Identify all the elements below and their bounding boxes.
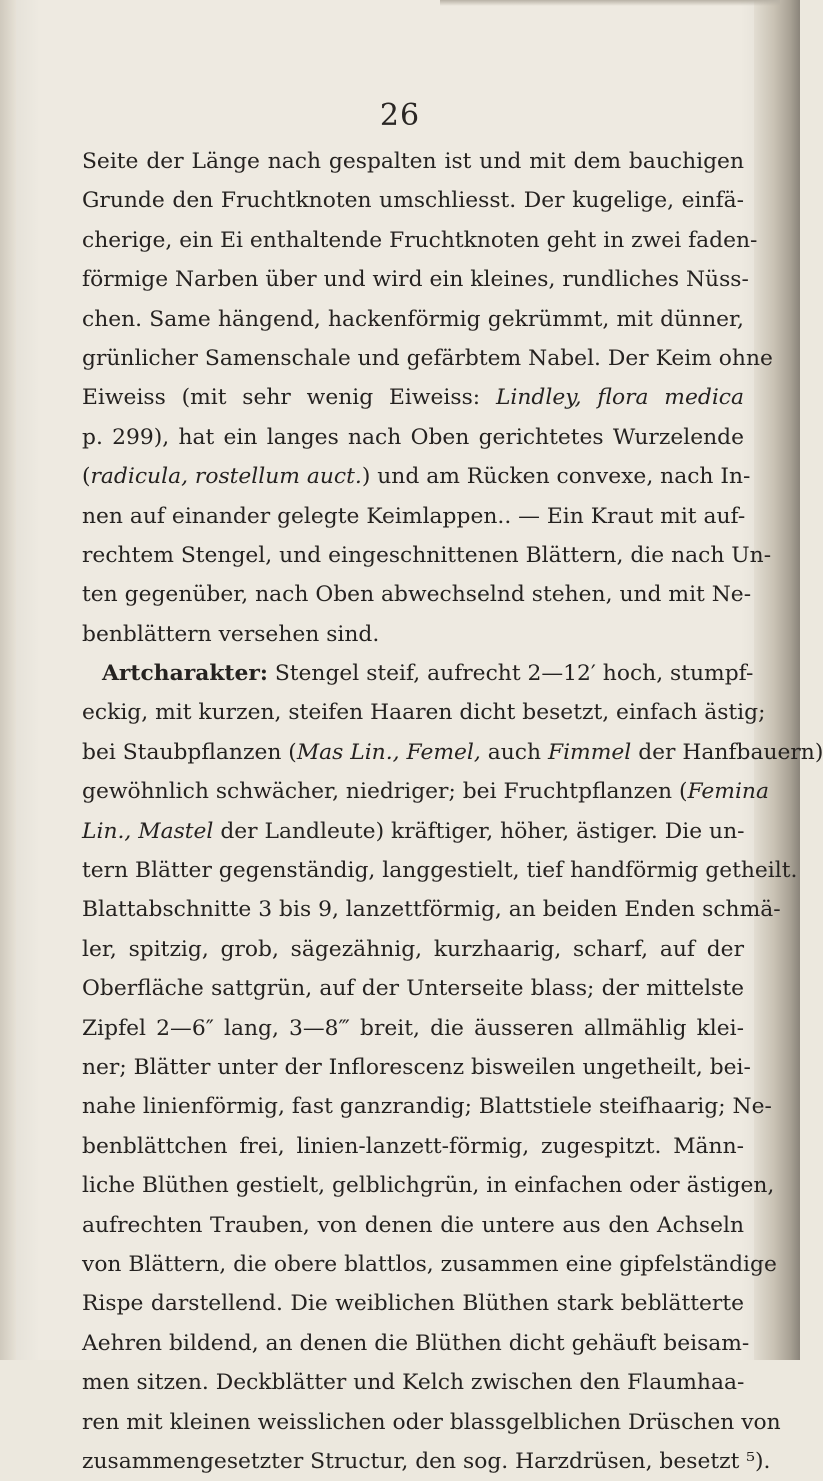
text-line [82, 142, 744, 181]
text-line [82, 693, 766, 732]
text-segment: nen auf einander gelegte Keimlappen.. — Ein Kraut mit auf- [82, 503, 746, 529]
text-line [82, 260, 749, 299]
text-segment: auch [480, 739, 548, 765]
text-segment: Grunde den Fruchtknoten umschliesst. Der kugelige, einfä- [82, 188, 744, 214]
text-segment: zusammengesetzter Structur, den sog. Harzdrüsen, besetzt ⁵). [82, 1448, 771, 1474]
text-line [82, 1403, 781, 1442]
text-line [82, 536, 772, 575]
text-line [82, 221, 758, 260]
text-segment: ( [82, 464, 91, 490]
italic-text: Mas Lin., Femel, [296, 739, 481, 765]
text-segment: benblättern versehen sind. [82, 621, 380, 647]
text-segment: Seite der Länge nach gespalten ist und mit dem bauchigen [82, 149, 744, 174]
text-line [82, 772, 769, 811]
text-line [82, 339, 773, 378]
page-number: 26 [379, 98, 421, 133]
text-line [82, 378, 744, 417]
text-segment: Rispe darstellend. Die weiblichen Blüthen stark beblätterte [82, 1291, 744, 1317]
text-segment: cherige, ein Ei enthaltende Fruchtknoten geht in zwei faden- [82, 227, 758, 253]
page-top-shadow [440, 0, 780, 6]
text-segment: Zipfel 2—6″ lang, 3—8‴ breit, die äusseren allmählig klei- [82, 1015, 744, 1041]
text-line [82, 1048, 751, 1087]
text-line [82, 733, 823, 772]
italic-text: Fimmel [547, 739, 632, 765]
text-line [82, 1087, 772, 1126]
text-line [82, 575, 752, 614]
text-segment: gewöhnlich schwächer, niedriger; bei Fruchtpflanzen ( [82, 779, 688, 805]
italic-text: Femina [687, 779, 769, 805]
text-segment: benblättchen frei, linien-lanzett-förmig, zugespitzt. Männ- [82, 1133, 744, 1159]
text-segment: der Hanfbauern) [631, 739, 823, 765]
text-segment: eckig, mit kurzen, steifen Haaren dicht besetzt, einfach ästig; [82, 700, 766, 726]
text-line [82, 1009, 744, 1048]
text-line [82, 1206, 744, 1245]
italic-text: Lindley, flora medica [495, 385, 744, 411]
text-line [82, 654, 754, 693]
text-segment: ren mit kleinen weisslichen oder blassgelblichen Drüschen von [82, 1409, 781, 1435]
text-line [82, 457, 751, 496]
text-segment: ten gegenüber, nach Oben abwechselnd stehen, und mit Ne- [82, 582, 752, 608]
italic-text: Lin., Mastel [82, 818, 214, 844]
page-right-edge-shadow [754, 0, 800, 1360]
text-segment: rechtem Stengel, und eingeschnittenen Blättern, die nach Un- [82, 542, 772, 568]
page-left-edge [0, 0, 16, 1360]
text-line [82, 1284, 744, 1323]
text-line [82, 615, 744, 654]
text-segment: men sitzen. Deckblätter und Kelch zwischen den Flaumhaa- [82, 1370, 745, 1396]
text-segment: Aehren bildend, an denen die Blüthen dicht gehäuft beisam- [82, 1330, 750, 1356]
text-line [82, 497, 744, 536]
text-segment: chen. Same hängend, hackenförmig gekrümmt, mit dünner, [82, 306, 744, 332]
text-line [82, 1245, 777, 1284]
text-segment: ner; Blätter unter der Inflorescenz bisweilen ungetheilt, bei- [82, 1054, 751, 1080]
text-line [82, 851, 798, 890]
text-segment: Eiweiss (mit sehr wenig Eiweiss: [82, 385, 496, 411]
text-segment: p. 299), hat ein langes nach Oben gerichtetes Wurzelende [82, 424, 744, 450]
text-segment: tern Blätter gegenständig, langgestielt, tief handförmig getheilt. [82, 858, 798, 884]
text-line [82, 418, 744, 457]
text-segment: nahe linienförmig, fast ganzrandig; Blattstiele steifhaarig; Ne- [82, 1094, 772, 1120]
text-segment: grünlicher Samenschale und gefärbtem Nabel. Der Keim ohne [82, 345, 773, 371]
text-line [82, 181, 744, 220]
text-segment: förmige Narben über und wird ein kleines, rundliches Nüss- [82, 267, 749, 293]
text-line [82, 1442, 771, 1481]
text-line [82, 1324, 750, 1363]
text-segment: von Blättern, die obere blattlos, zusammen eine gipfelständige [82, 1251, 777, 1277]
text-segment: Oberfläche sattgrün, auf der Unterseite blass; der mittelste [82, 976, 744, 1002]
italic-text: radicula, rostellum auct. [90, 464, 362, 490]
text-segment: Stengel steif, aufrecht 2—12′ hoch, stumpf- [267, 661, 754, 687]
text-line [82, 1166, 775, 1205]
text-line [82, 1363, 744, 1402]
text-line [82, 812, 744, 851]
text-line [82, 300, 744, 339]
section-heading: Artcharakter: [102, 661, 268, 687]
text-segment: Blattabschnitte 3 bis 9, lanzettförmig, an beiden Enden schmä- [82, 897, 781, 923]
text-segment: aufrechten Trauben, von denen die untere aus den Achseln [82, 1212, 744, 1238]
text-segment: bei Staubpflanzen ( [82, 739, 297, 765]
text-segment: ) und am Rücken convexe, nach In- [361, 464, 751, 490]
text-line [82, 1127, 744, 1166]
text-line [82, 930, 744, 969]
text-line [82, 969, 744, 1008]
body-text [82, 142, 823, 1481]
text-segment: ler, spitzig, grob, sägezähnig, kurzhaarig, scharf, auf der [82, 936, 744, 962]
text-line [82, 890, 781, 929]
text-segment: der Landleute) kräftiger, höher, ästiger. Die un- [213, 818, 745, 844]
text-segment: liche Blüthen gestielt, gelblichgrün, in einfachen oder ästigen, [82, 1173, 775, 1199]
